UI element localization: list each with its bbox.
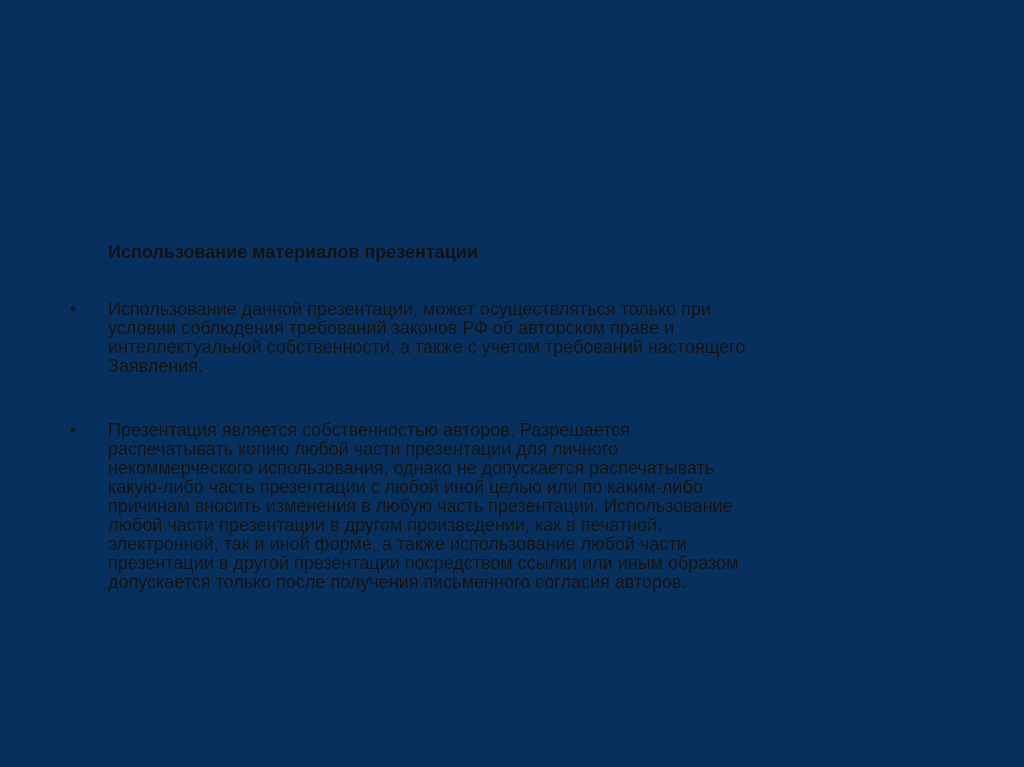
bullet-text: Презентация является собственностью авторов. Разрешается распечатывать копию любой части презентации для личного некоммерческого использования, однако не допускается распечатывать какую-либо часть презентации с любой иной целью или по каким-либо причинам вносить изменения в любую часть презентации. Использование любой части презентации в другом произведении, как в печатной, электронной, так и иной форме, а также использование любой части презентации в другой презентации посредством ссылки или иным образом допускается только после получения письменного согласия авторов. [108, 420, 739, 592]
bullet-icon: • [70, 420, 77, 440]
bullet-item [70, 421, 930, 592]
bullet-item [70, 300, 930, 376]
slide-title: Использование материалов презентации [108, 242, 478, 262]
bullet-icon: • [70, 299, 77, 319]
bullet-text: Использование данной презентации, может осуществляться только при условии соблюдения требований законов РФ об авторском праве и интеллектуальной собственности, а также с учетом требований настоящего Заявления. [108, 299, 746, 376]
